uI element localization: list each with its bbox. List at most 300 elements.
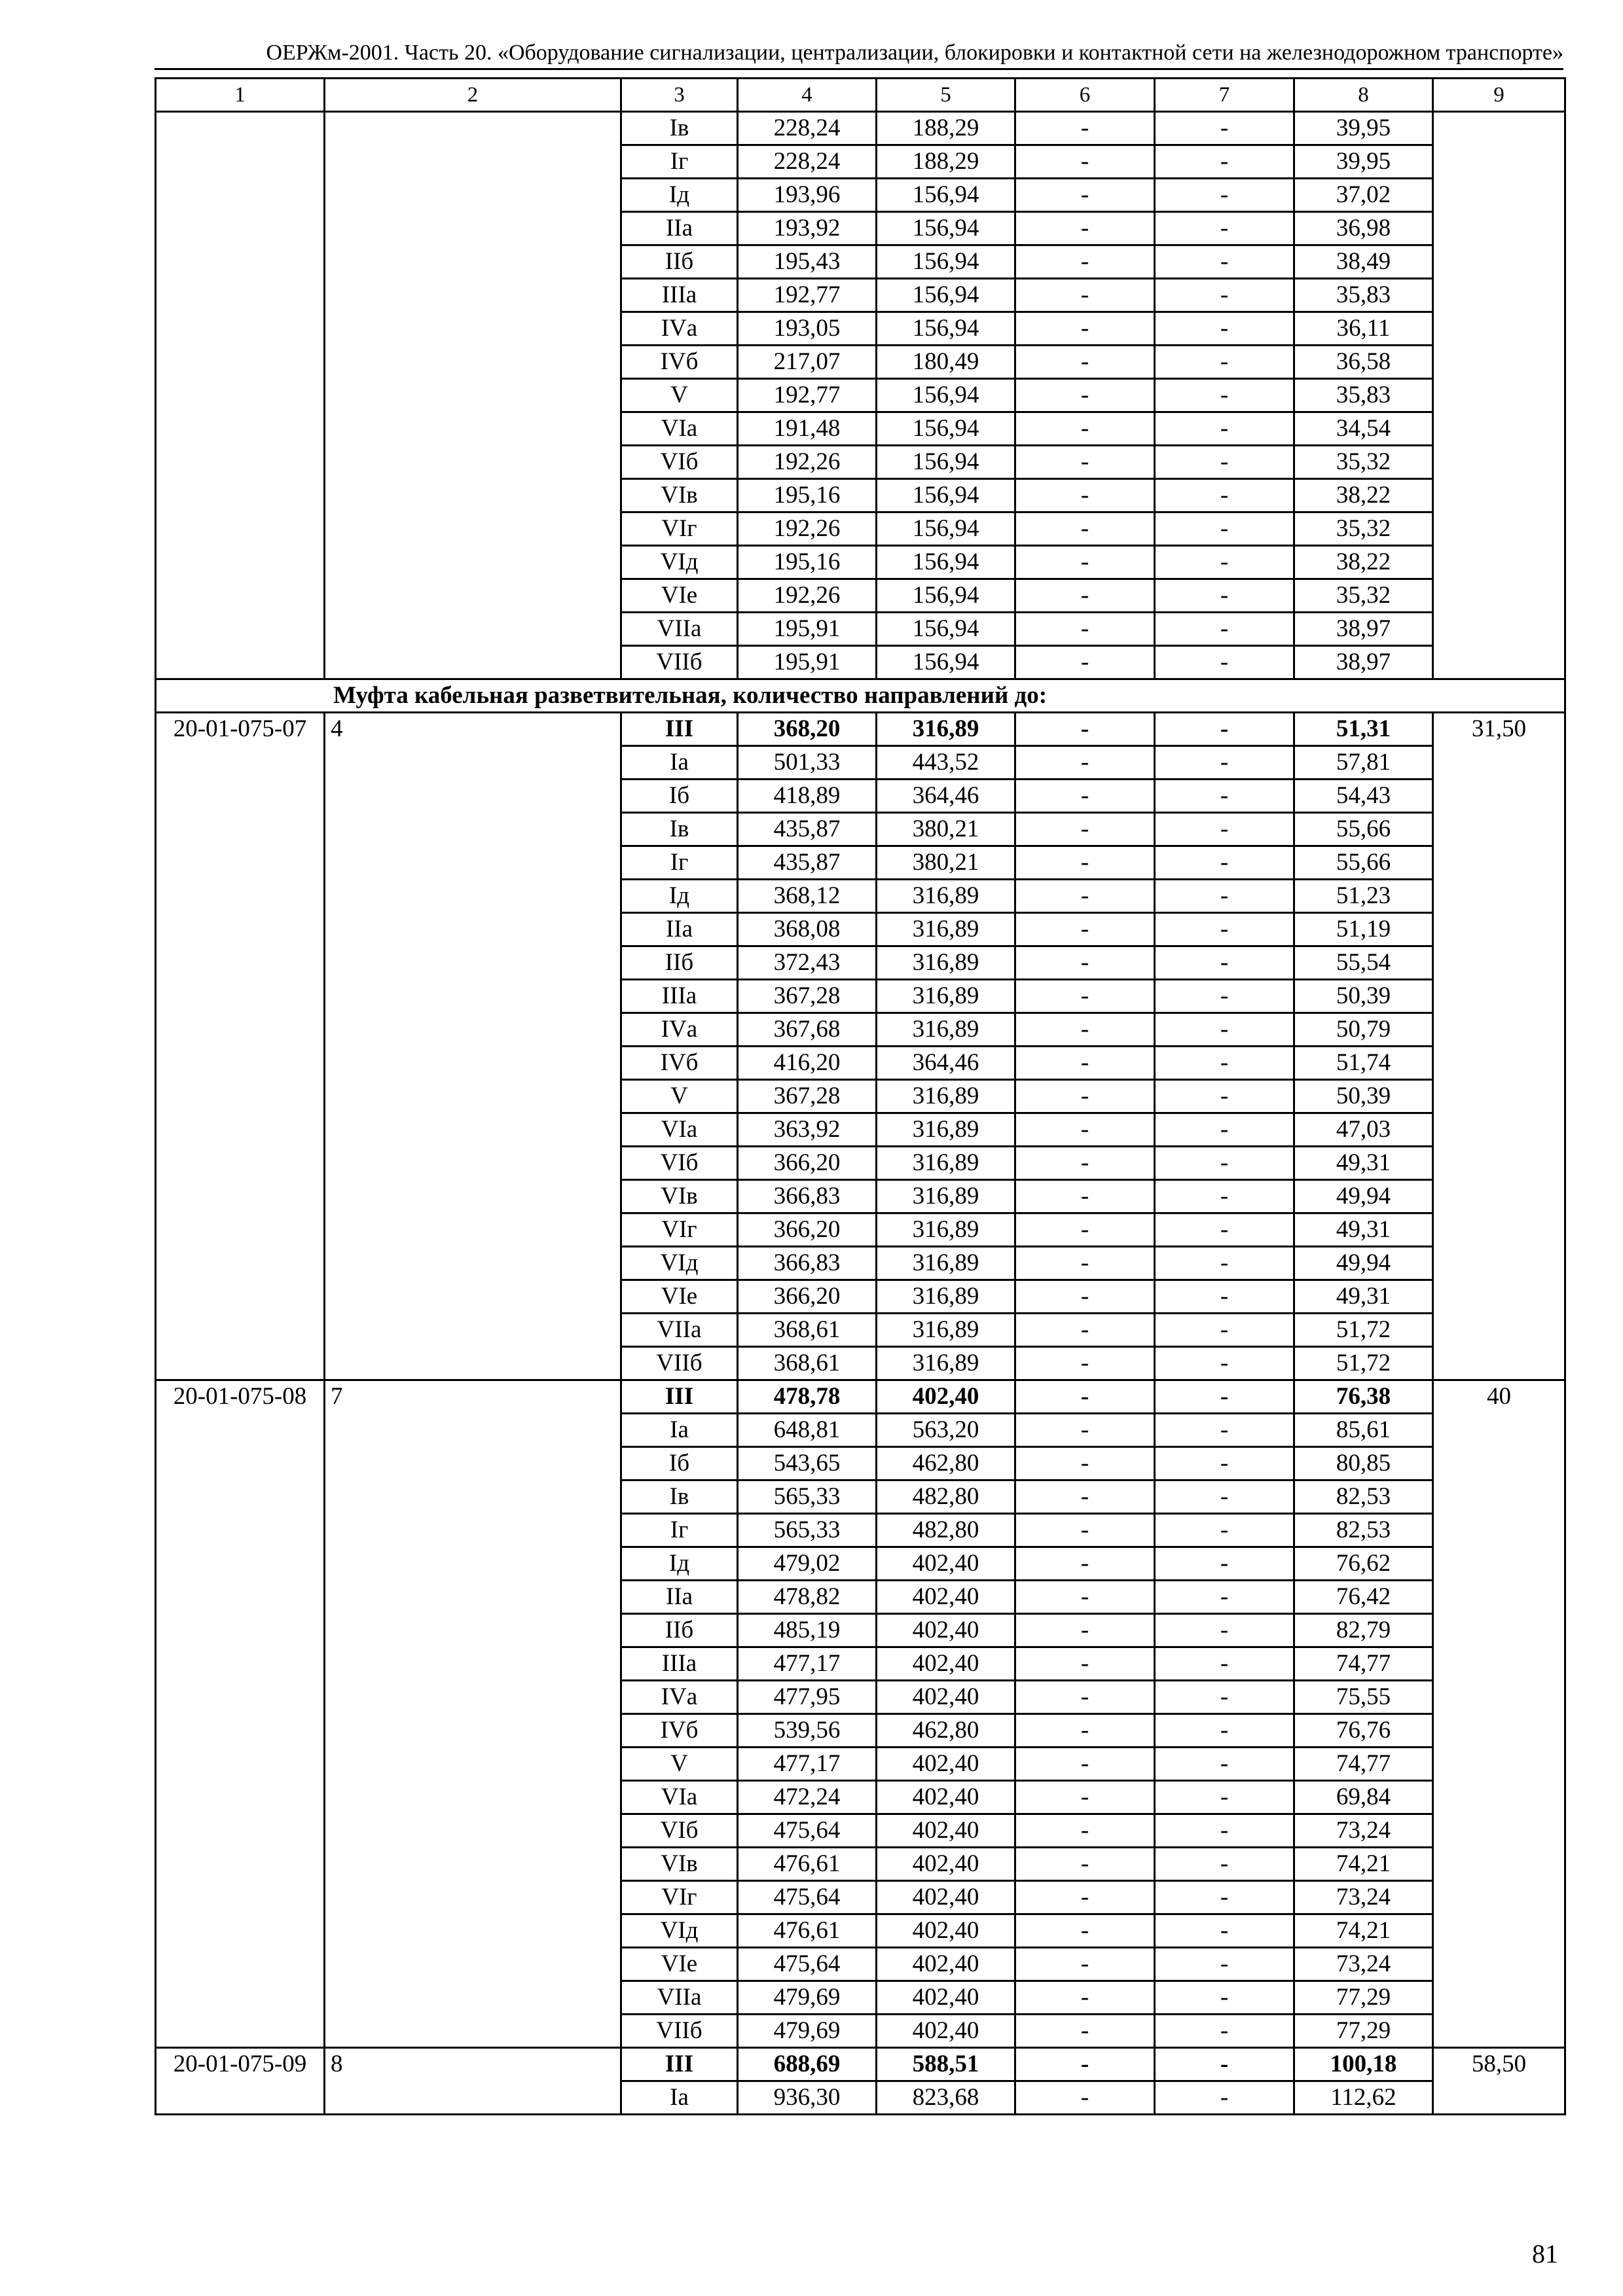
column-number: 8	[1294, 79, 1433, 112]
table-cell: -	[1015, 2015, 1155, 2048]
table-cell: 34,54	[1294, 412, 1433, 446]
table-cell: 156,94	[877, 579, 1015, 613]
table-cell: Iа	[621, 2081, 738, 2115]
table-cell: VIд	[621, 546, 738, 579]
table-cell: 475,64	[738, 1948, 877, 1981]
table-cell: 35,83	[1294, 279, 1433, 312]
table-cell: 402,40	[877, 1647, 1015, 1681]
table-cell: -	[1015, 1047, 1155, 1080]
table-cell: -	[1015, 746, 1155, 780]
table-cell: 402,40	[877, 1981, 1015, 2015]
table-cell: 539,56	[738, 1714, 877, 1748]
table-cell: 482,80	[877, 1480, 1015, 1514]
table-cell: 316,89	[877, 980, 1015, 1013]
table-cell: 402,40	[877, 2015, 1015, 2048]
table-cell: 188,29	[877, 145, 1015, 179]
table-cell: 193,92	[738, 212, 877, 245]
table-cell: 936,30	[738, 2081, 877, 2115]
table-cell: 191,48	[738, 412, 877, 446]
table-cell: -	[1015, 245, 1155, 279]
blank-cell	[1433, 112, 1565, 679]
table-cell: -	[1015, 546, 1155, 579]
table-cell: 49,31	[1294, 1213, 1433, 1247]
table-cell: 156,94	[877, 312, 1015, 346]
code-cell: 20-01-075-08	[156, 1380, 325, 2048]
table-cell: 823,68	[877, 2081, 1015, 2115]
table-cell: 73,24	[1294, 1881, 1433, 1914]
table-cell: -	[1155, 780, 1294, 813]
table-cell: 316,89	[877, 1113, 1015, 1147]
table-row	[156, 112, 1565, 145]
table-cell: -	[1015, 212, 1155, 245]
table-cell: VIа	[621, 1113, 738, 1147]
table-cell: 380,21	[877, 813, 1015, 846]
table-cell: -	[1155, 212, 1294, 245]
table-cell: 51,74	[1294, 1047, 1433, 1080]
table-cell: 80,85	[1294, 1447, 1433, 1480]
table-cell: -	[1015, 613, 1155, 646]
table-cell: -	[1155, 446, 1294, 479]
column-number: 9	[1433, 79, 1565, 112]
table-cell: -	[1015, 1314, 1155, 1347]
table-cell: -	[1015, 1414, 1155, 1447]
table-cell: -	[1155, 1147, 1294, 1180]
table-row	[156, 713, 1565, 746]
table-cell: 193,05	[738, 312, 877, 346]
table-cell: 36,98	[1294, 212, 1433, 245]
table-cell: 38,49	[1294, 245, 1433, 279]
table-cell: -	[1155, 1280, 1294, 1314]
table-cell: 368,08	[738, 913, 877, 946]
table-cell: VIа	[621, 1781, 738, 1814]
table-cell: -	[1155, 512, 1294, 546]
table-cell: -	[1155, 179, 1294, 212]
table-cell: Iв	[621, 112, 738, 145]
table-cell: 435,87	[738, 846, 877, 880]
table-cell: VIд	[621, 1247, 738, 1280]
table-cell: 380,21	[877, 846, 1015, 880]
page-number: 81	[1532, 2239, 1558, 2269]
table-cell: 364,46	[877, 780, 1015, 813]
table-cell: -	[1015, 1614, 1155, 1647]
table-cell: Iб	[621, 780, 738, 813]
table-row	[156, 2048, 1565, 2081]
table-cell: -	[1155, 112, 1294, 145]
table-cell: 648,81	[738, 1414, 877, 1447]
table-cell: 73,24	[1294, 1948, 1433, 1981]
table-cell: 39,95	[1294, 112, 1433, 145]
table-cell: -	[1155, 1881, 1294, 1914]
table-cell: VIд	[621, 1914, 738, 1948]
table-cell: 76,42	[1294, 1581, 1433, 1614]
table-cell: VIе	[621, 579, 738, 613]
table-cell: -	[1015, 1147, 1155, 1180]
table-cell: -	[1155, 379, 1294, 412]
table-cell: VIб	[621, 1147, 738, 1180]
table-cell: -	[1155, 1414, 1294, 1447]
table-cell: -	[1155, 1814, 1294, 1848]
col9-cell: 40	[1433, 1380, 1565, 2048]
table-cell: 367,28	[738, 1080, 877, 1113]
table-cell: -	[1015, 1013, 1155, 1047]
table-cell: 38,22	[1294, 546, 1433, 579]
table-cell: -	[1155, 746, 1294, 780]
table-cell: 76,62	[1294, 1547, 1433, 1581]
table-cell: 38,97	[1294, 613, 1433, 646]
price-table	[155, 77, 1566, 2115]
table-cell: -	[1015, 946, 1155, 980]
table-cell: IVа	[621, 1681, 738, 1714]
table-cell: 156,94	[877, 512, 1015, 546]
table-cell: 501,33	[738, 746, 877, 780]
table-cell: 49,94	[1294, 1180, 1433, 1213]
table-cell: -	[1155, 813, 1294, 846]
table-cell: -	[1015, 1547, 1155, 1581]
table-cell: 368,61	[738, 1347, 877, 1380]
table-cell: 402,40	[877, 1581, 1015, 1614]
table-cell: 192,26	[738, 446, 877, 479]
table-cell: 51,72	[1294, 1347, 1433, 1380]
table-cell: -	[1015, 1180, 1155, 1213]
table-cell: VIе	[621, 1948, 738, 1981]
blank-cell	[325, 112, 621, 679]
table-cell: -	[1015, 312, 1155, 346]
table-cell: 688,69	[738, 2048, 877, 2081]
table-cell: -	[1155, 1213, 1294, 1247]
table-cell: Iв	[621, 813, 738, 846]
table-cell: 316,89	[877, 1147, 1015, 1180]
table-cell: -	[1015, 1113, 1155, 1147]
table-cell: Iг	[621, 145, 738, 179]
table-cell: 367,68	[738, 1013, 877, 1047]
table-cell: -	[1015, 512, 1155, 546]
table-cell: 85,61	[1294, 1414, 1433, 1447]
table-cell: 367,28	[738, 980, 877, 1013]
table-cell: 156,94	[877, 479, 1015, 512]
table-cell: 192,77	[738, 279, 877, 312]
table-cell: 316,89	[877, 1080, 1015, 1113]
section-row	[156, 679, 1565, 713]
table-cell: -	[1015, 1447, 1155, 1480]
table-cell: 588,51	[877, 2048, 1015, 2081]
table-cell: 402,40	[877, 1781, 1015, 1814]
table-cell: 565,33	[738, 1514, 877, 1547]
table-cell: -	[1155, 846, 1294, 880]
table-cell: 228,24	[738, 112, 877, 145]
table-row	[156, 1380, 1565, 1414]
table-cell: -	[1015, 1647, 1155, 1681]
table-cell: 475,64	[738, 1814, 877, 1848]
table-cell: -	[1015, 980, 1155, 1013]
table-cell: -	[1015, 1748, 1155, 1781]
table-cell: Iа	[621, 746, 738, 780]
table-cell: 316,89	[877, 1013, 1015, 1047]
table-cell: -	[1015, 2081, 1155, 2115]
table-cell: 50,79	[1294, 1013, 1433, 1047]
table-cell: 69,84	[1294, 1781, 1433, 1814]
table-cell: 475,64	[738, 1881, 877, 1914]
table-cell: 50,39	[1294, 980, 1433, 1013]
table-cell: 366,20	[738, 1147, 877, 1180]
table-cell: 77,29	[1294, 1981, 1433, 2015]
table-cell: -	[1155, 1314, 1294, 1347]
table-cell: 478,82	[738, 1581, 877, 1614]
table-cell: V	[621, 1080, 738, 1113]
table-cell: VIв	[621, 1180, 738, 1213]
table-cell: 364,46	[877, 1047, 1015, 1080]
table-cell: 402,40	[877, 1614, 1015, 1647]
table-cell: -	[1155, 412, 1294, 446]
table-cell: -	[1155, 245, 1294, 279]
table-cell: VIг	[621, 1881, 738, 1914]
table-cell: 49,31	[1294, 1147, 1433, 1180]
table-cell: IVа	[621, 312, 738, 346]
table-cell: -	[1155, 479, 1294, 512]
table-cell: -	[1155, 1547, 1294, 1581]
table-cell: VIб	[621, 446, 738, 479]
table-cell: -	[1015, 1681, 1155, 1714]
table-cell: 195,16	[738, 479, 877, 512]
table-cell: 477,95	[738, 1681, 877, 1714]
table-cell: -	[1155, 1748, 1294, 1781]
table-cell: 55,66	[1294, 813, 1433, 846]
table-cell: -	[1015, 1914, 1155, 1948]
table-cell: 482,80	[877, 1514, 1015, 1547]
table-cell: -	[1015, 479, 1155, 512]
table-cell: 316,89	[877, 1347, 1015, 1380]
table-cell: -	[1015, 646, 1155, 679]
table-cell: -	[1155, 1714, 1294, 1748]
table-cell: V	[621, 379, 738, 412]
table-cell: -	[1015, 179, 1155, 212]
table-cell: 402,40	[877, 1814, 1015, 1848]
table-cell: 478,78	[738, 1380, 877, 1414]
table-cell: 156,94	[877, 245, 1015, 279]
table-cell: 228,24	[738, 145, 877, 179]
table-cell: -	[1155, 1247, 1294, 1280]
table-cell: 402,40	[877, 1380, 1015, 1414]
table-cell: IIа	[621, 1581, 738, 1614]
table-cell: -	[1015, 2048, 1155, 2081]
table-cell: 462,80	[877, 1447, 1015, 1480]
table-cell: V	[621, 1748, 738, 1781]
table-cell: 39,95	[1294, 145, 1433, 179]
table-cell: -	[1155, 1581, 1294, 1614]
table-cell: 316,89	[877, 1280, 1015, 1314]
table-cell: Iа	[621, 1414, 738, 1447]
table-cell: 402,40	[877, 1948, 1015, 1981]
directions-cell: 7	[325, 1380, 621, 2048]
table-cell: 36,58	[1294, 346, 1433, 379]
table-cell: -	[1015, 913, 1155, 946]
table-cell: VIIб	[621, 646, 738, 679]
table-cell: 76,76	[1294, 1714, 1433, 1748]
table-cell: -	[1015, 112, 1155, 145]
table-cell: 195,43	[738, 245, 877, 279]
table-cell: 75,55	[1294, 1681, 1433, 1714]
table-cell: 316,89	[877, 1180, 1015, 1213]
table-cell: -	[1155, 312, 1294, 346]
table-cell: 402,40	[877, 1881, 1015, 1914]
table-cell: 74,21	[1294, 1848, 1433, 1881]
table-cell: 35,32	[1294, 446, 1433, 479]
table-cell: IIб	[621, 245, 738, 279]
table-cell: -	[1155, 1380, 1294, 1414]
table-cell: 156,94	[877, 613, 1015, 646]
table-cell: -	[1155, 946, 1294, 980]
table-cell: 37,02	[1294, 179, 1433, 212]
column-number: 7	[1155, 79, 1294, 112]
table-cell: -	[1015, 1948, 1155, 1981]
table-cell: -	[1155, 346, 1294, 379]
table-cell: 47,03	[1294, 1113, 1433, 1147]
table-cell: 565,33	[738, 1480, 877, 1514]
table-cell: 479,69	[738, 2015, 877, 2048]
directions-cell: 4	[325, 713, 621, 1380]
table-cell: -	[1015, 713, 1155, 746]
table-cell: -	[1015, 813, 1155, 846]
table-cell: VIг	[621, 512, 738, 546]
table-cell: -	[1015, 446, 1155, 479]
table-cell: 402,40	[877, 1748, 1015, 1781]
table-cell: Iв	[621, 1480, 738, 1514]
table-cell: -	[1015, 346, 1155, 379]
table-cell: 156,94	[877, 446, 1015, 479]
table-cell: -	[1015, 1213, 1155, 1247]
column-number: 5	[877, 79, 1015, 112]
table-cell: 77,29	[1294, 2015, 1433, 2048]
table-cell: -	[1015, 1347, 1155, 1380]
table-cell: 316,89	[877, 913, 1015, 946]
table-cell: 485,19	[738, 1614, 877, 1647]
table-cell: 51,31	[1294, 713, 1433, 746]
table-cell: 477,17	[738, 1748, 877, 1781]
column-number: 3	[621, 79, 738, 112]
table-cell: -	[1155, 1781, 1294, 1814]
table-cell: 476,61	[738, 1914, 877, 1948]
table-cell: -	[1155, 713, 1294, 746]
table-cell: VIIа	[621, 1314, 738, 1347]
table-cell: 363,92	[738, 1113, 877, 1147]
table-cell: 476,61	[738, 1848, 877, 1881]
table-cell: 316,89	[877, 946, 1015, 980]
table-cell: VIб	[621, 1814, 738, 1848]
table-cell: III	[621, 2048, 738, 2081]
directions-cell: 8	[325, 2048, 621, 2115]
table-cell: 156,94	[877, 212, 1015, 245]
table-cell: 479,69	[738, 1981, 877, 2015]
table-cell: -	[1015, 1380, 1155, 1414]
table-cell: -	[1155, 1681, 1294, 1714]
table-cell: Iб	[621, 1447, 738, 1480]
table-cell: -	[1015, 1514, 1155, 1547]
table-cell: 366,83	[738, 1180, 877, 1213]
table-cell: 156,94	[877, 379, 1015, 412]
table-cell: 372,43	[738, 946, 877, 980]
table-cell: 195,16	[738, 546, 877, 579]
table-cell: -	[1015, 846, 1155, 880]
table-cell: 418,89	[738, 780, 877, 813]
table-cell: 38,22	[1294, 479, 1433, 512]
table-cell: 195,91	[738, 646, 877, 679]
table-cell: -	[1155, 980, 1294, 1013]
table-cell: 402,40	[877, 1681, 1015, 1714]
table-cell: 55,66	[1294, 846, 1433, 880]
table-cell: 368,61	[738, 1314, 877, 1347]
table-cell: -	[1155, 1948, 1294, 1981]
table-cell: -	[1015, 1814, 1155, 1848]
blank-cell	[156, 112, 325, 679]
table-cell: 366,20	[738, 1213, 877, 1247]
column-number: 2	[325, 79, 621, 112]
table-cell: 49,94	[1294, 1247, 1433, 1280]
table-cell: 316,89	[877, 880, 1015, 913]
table-cell: IIIа	[621, 279, 738, 312]
table-cell: 112,62	[1294, 2081, 1433, 2115]
table-cell: -	[1015, 1714, 1155, 1748]
table-cell: Iг	[621, 1514, 738, 1547]
table-cell: -	[1155, 1848, 1294, 1881]
table-cell: -	[1155, 546, 1294, 579]
table-cell: 51,23	[1294, 880, 1433, 913]
table-cell: 543,65	[738, 1447, 877, 1480]
table-cell: 74,21	[1294, 1914, 1433, 1948]
table-cell: Iг	[621, 846, 738, 880]
table-cell: -	[1155, 613, 1294, 646]
table-cell: -	[1155, 1113, 1294, 1147]
table-cell: 74,77	[1294, 1748, 1433, 1781]
table-cell: 82,53	[1294, 1514, 1433, 1547]
table-cell: -	[1155, 279, 1294, 312]
section-title: Муфта кабельная разветвительная, количество направлений до:	[156, 679, 1565, 713]
table-cell: VIIб	[621, 2015, 738, 2048]
table-cell: -	[1015, 1247, 1155, 1280]
col9-cell: 58,50	[1433, 2048, 1565, 2115]
table-cell: 156,94	[877, 412, 1015, 446]
table-cell: -	[1155, 2015, 1294, 2048]
table-cell: -	[1155, 1914, 1294, 1948]
table-cell: 435,87	[738, 813, 877, 846]
table-cell: 368,12	[738, 880, 877, 913]
table-cell: 76,38	[1294, 1380, 1433, 1414]
table-cell: IIIа	[621, 980, 738, 1013]
table-cell: 192,26	[738, 512, 877, 546]
table-cell: 462,80	[877, 1714, 1015, 1748]
table-cell: 156,94	[877, 179, 1015, 212]
table-cell: IIа	[621, 913, 738, 946]
table-cell: 402,40	[877, 1848, 1015, 1881]
table-cell: -	[1015, 279, 1155, 312]
table-cell: -	[1155, 1981, 1294, 2015]
table-cell: VIа	[621, 412, 738, 446]
table-cell: 73,24	[1294, 1814, 1433, 1848]
table-cell: -	[1155, 2048, 1294, 2081]
table-cell: 180,49	[877, 346, 1015, 379]
table-cell: -	[1015, 780, 1155, 813]
table-cell: -	[1155, 646, 1294, 679]
table-cell: VIIа	[621, 1981, 738, 2015]
table-cell: 82,53	[1294, 1480, 1433, 1514]
table-cell: -	[1155, 1614, 1294, 1647]
table-cell: 156,94	[877, 546, 1015, 579]
table-cell: VIIб	[621, 1347, 738, 1380]
table-cell: 57,81	[1294, 746, 1433, 780]
table-cell: 51,19	[1294, 913, 1433, 946]
table-cell: IIб	[621, 1614, 738, 1647]
table-cell: 100,18	[1294, 2048, 1433, 2081]
table-cell: IIа	[621, 212, 738, 245]
table-cell: 156,94	[877, 279, 1015, 312]
